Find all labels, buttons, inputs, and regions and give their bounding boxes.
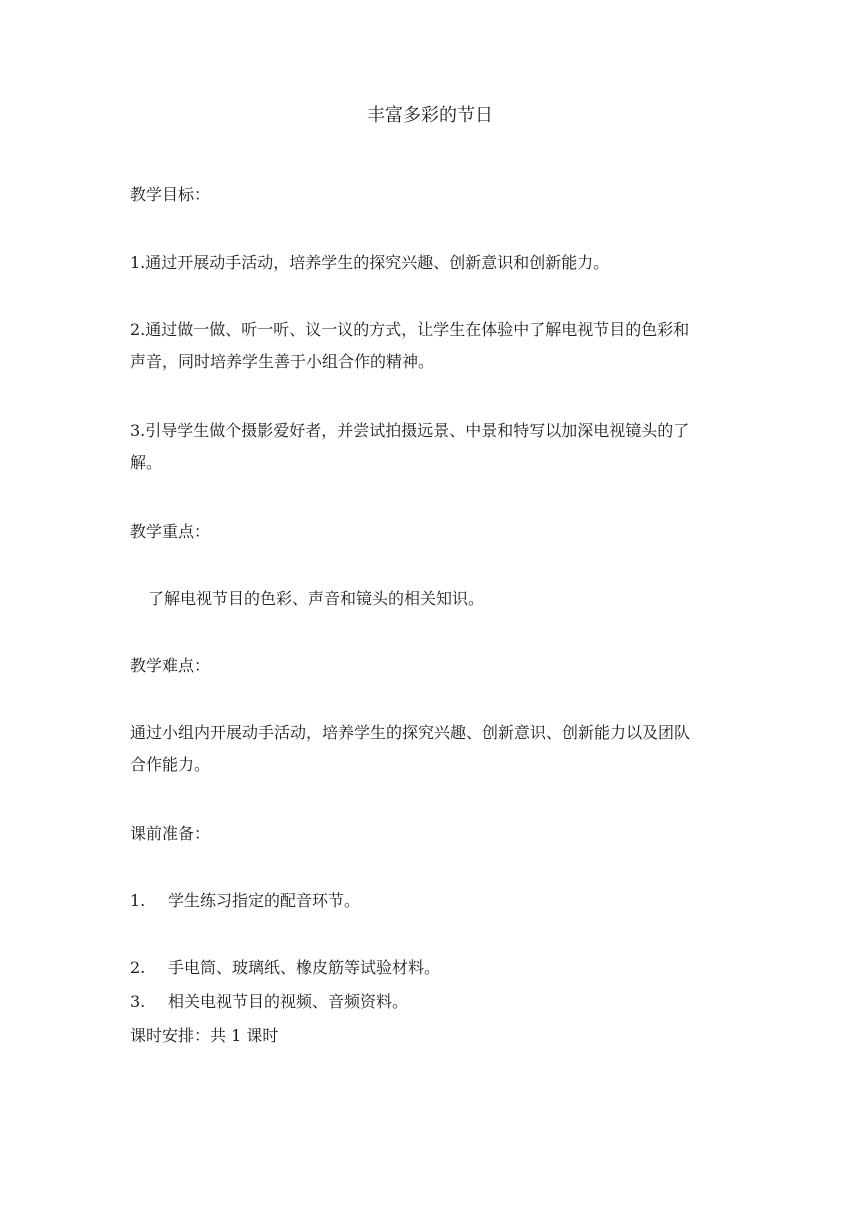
preparation-item: [130, 958, 740, 978]
preparation-item-text: 相关电视节目的视频、音频资料。: [168, 992, 409, 1011]
difficulties-text: 通过小组内开展动手活动，培养学生的探究兴趣、创新意识、创新能力以及团队: [130, 723, 691, 742]
preparation-heading: 课前准备：: [130, 824, 211, 843]
difficulties-heading: 教学难点：: [130, 656, 211, 675]
preparation-item-number: 3.: [130, 992, 146, 1011]
preparation-item-number: 1.: [130, 891, 146, 910]
preparation-item-text: 手电筒、玻璃纸、橡皮筋等试验材料。: [168, 958, 441, 977]
schedule-text: 课时安排：共 1 课时: [130, 1026, 279, 1045]
objective-item: 解。: [130, 453, 163, 472]
key-points-text: 了解电视节目的色彩、声音和镜头的相关知识。: [148, 589, 485, 608]
preparation-item-text: 学生练习指定的配音环节。: [168, 891, 361, 910]
preparation-item: [130, 891, 740, 911]
preparation-item: [130, 992, 740, 1012]
objectives-heading: 教学目标：: [130, 185, 211, 204]
objective-item: 2.通过做一做、听一听、议一议的方式，让学生在体验中了解电视节目的色彩和: [130, 320, 690, 339]
objective-item: 1.通过开展动手活动，培养学生的探究兴趣、创新意识和创新能力。: [130, 253, 610, 272]
document-title: 丰富多彩的节日: [367, 105, 493, 126]
difficulties-text: 合作能力。: [130, 755, 211, 774]
objective-item: 声音，同时培养学生善于小组合作的精神。: [130, 352, 435, 371]
key-points-heading: 教学重点：: [130, 522, 211, 541]
objective-item: 3.引导学生做个摄影爱好者，并尝试拍摄远景、中景和特写以加深电视镜头的了: [130, 421, 690, 440]
preparation-item-number: 2.: [130, 958, 146, 977]
